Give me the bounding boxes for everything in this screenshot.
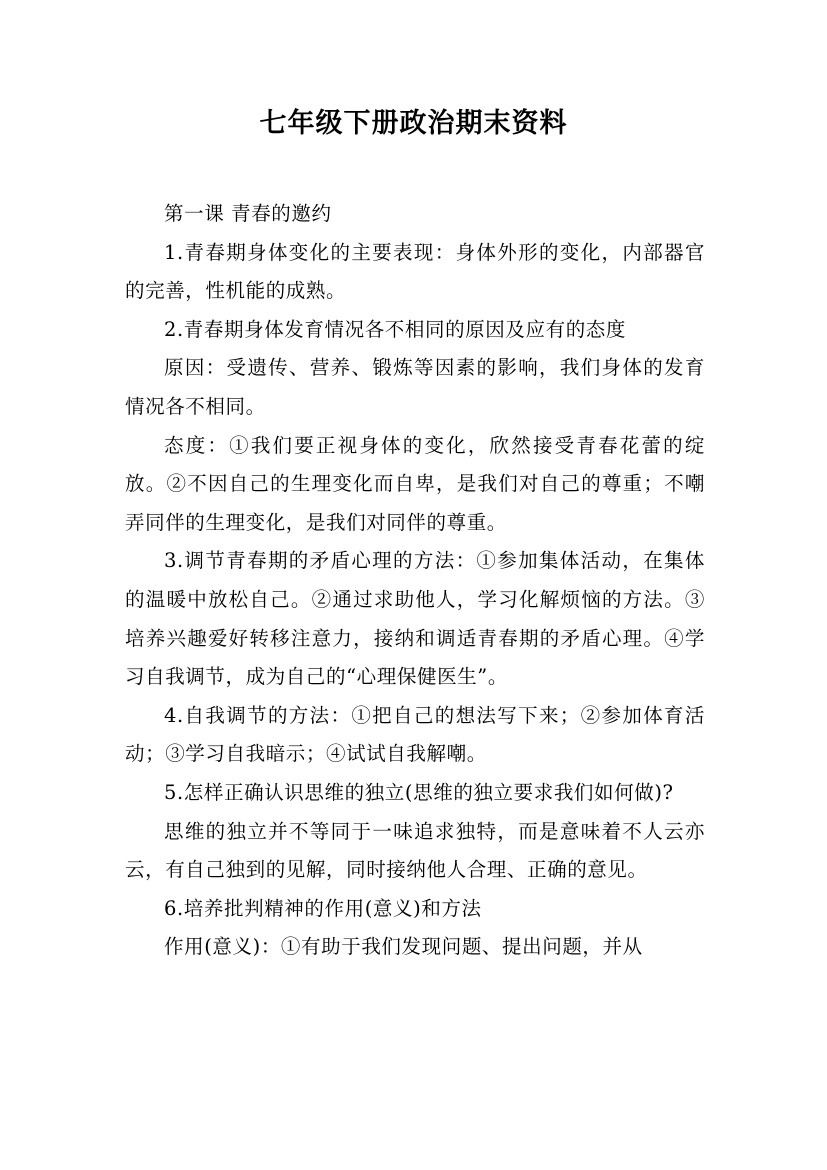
paragraph-5: 3.调节青春期的矛盾心理的方法：①参加集体活动，在集体的温暖中放松自己。②通过求助他人，学习化解烦恼的方法。③培养兴趣爱好转移注意力，接纳和调适青春期的矛盾心理。④学习自我调节，成为自己的“心理保健医生”。 [125,549,705,689]
document-body [125,195,705,967]
paragraph-2: 2.青春期身体发育情况各不相同的原因及应有的态度 [164,317,627,341]
paragraph-6: 4.自我调节的方法：①把自己的想法写下来；②参加体育活动；③学习自我暗示；④试试自我解嘲。 [125,703,705,766]
paragraph-10: 作用(意义)：①有助于我们发现问题、提出问题，并从 [164,935,643,959]
paragraph-7: 5.怎样正确认识思维的独立(思维的独立要求我们如何做)? [164,780,674,804]
section-heading-lesson-1: 第一课 青春的邀约 [164,202,332,225]
paragraph-8: 思维的独立并不等同于一味追求独特，而是意味着不人云亦云，有自己独到的见解，同时接纳他人合理、正确的意见。 [125,819,705,882]
paragraph-1: 1.青春期身体变化的主要表现：身体外形的变化，内部器官的完善，性机能的成熟。 [125,240,705,303]
paragraph-3: 原因：受遗传、营养、锻炼等因素的影响，我们身体的发育情况各不相同。 [125,356,705,418]
paragraph-4: 态度：①我们要正视身体的变化，欣然接受青春花蕾的绽放。②不因自己的生理变化而自卑，是我们对自己的尊重；不嘲弄同伴的生理变化，是我们对同伴的尊重。 [125,433,705,534]
document-title: 七年级下册政治期末资料 [259,108,568,139]
paragraph-9: 6.培养批判精神的作用(意义)和方法 [164,896,482,920]
